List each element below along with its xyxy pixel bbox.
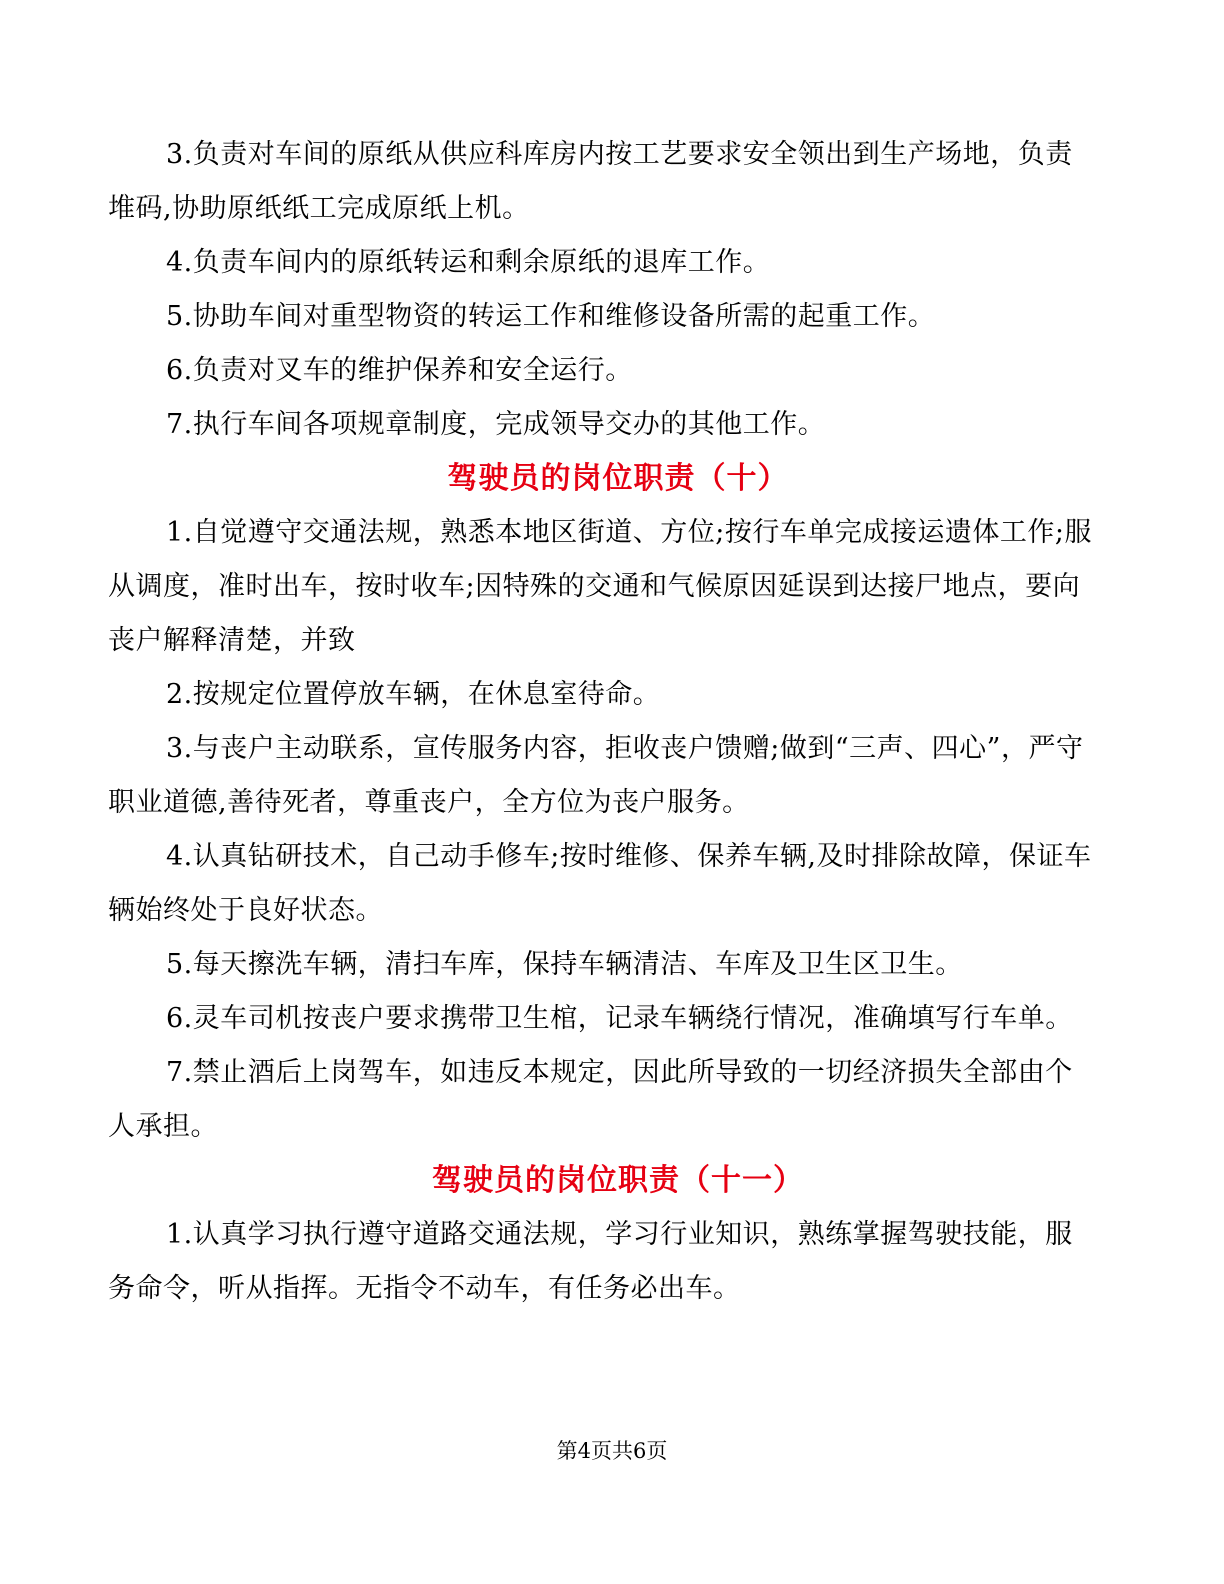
paragraph-5: 5.协助车间对重型物资的转运工作和维修设备所需的起重工作。: [166, 301, 936, 332]
paragraph-10-3: 3.与丧户主动联系，宣传服务内容，拒收丧户馈赠;做到“三声、四心”，严守职业道德,善待死者，尊重丧户，全方位为丧户服务。: [108, 733, 1084, 818]
page-number: 第4页共6页: [556, 1439, 668, 1463]
paragraph-10-5: 5.每天擦洗车辆，清扫车库，保持车辆清洁、车库及卫生区卫生。: [166, 949, 963, 980]
paragraph-10-1: 1.自觉遵守交通法规，熟悉本地区街道、方位;按行车单完成接运遗体工作;服从调度，准时出车，按时收车;因特殊的交通和气候原因延误到达接尸地点，要向丧户解释清楚，并致: [108, 517, 1092, 656]
document-body: [108, 128, 1098, 1316]
section-heading-11: 驾驶员的岗位职责（十一）: [432, 1163, 804, 1198]
paragraph-7: 7.执行车间各项规章制度，完成领导交办的其他工作。: [166, 409, 826, 440]
paragraph-11-1: 1.认真学习执行遵守道路交通法规，学习行业知识，熟练掌握驾驶技能，服务命令，听从指挥。无指令不动车，有任务必出车。: [108, 1219, 1073, 1304]
paragraph-10-6: 6.灵车司机按丧户要求携带卫生棺，记录车辆绕行情况，准确填写行车单。: [166, 1003, 1073, 1034]
paragraph-10-2: 2.按规定位置停放车辆，在休息室待命。: [166, 679, 661, 710]
section-heading-10: 驾驶员的岗位职责（十）: [447, 461, 789, 496]
paragraph-10-7: 7.禁止酒后上岗驾车，如违反本规定，因此所导致的一切经济损失全部由个人承担。: [108, 1057, 1073, 1142]
paragraph-3: 3.负责对车间的原纸从供应科库房内按工艺要求安全领出到生产场地，负责堆码,协助原纸纸工完成原纸上机。: [108, 139, 1073, 224]
paragraph-10-4: 4.认真钻研技术，自己动手修车;按时维修、保养车辆,及时排除故障，保证车辆始终处于良好状态。: [108, 841, 1092, 926]
paragraph-6: 6.负责对叉车的维护保养和安全运行。: [166, 355, 633, 386]
paragraph-4: 4.负责车间内的原纸转运和剩余原纸的退库工作。: [166, 247, 771, 278]
